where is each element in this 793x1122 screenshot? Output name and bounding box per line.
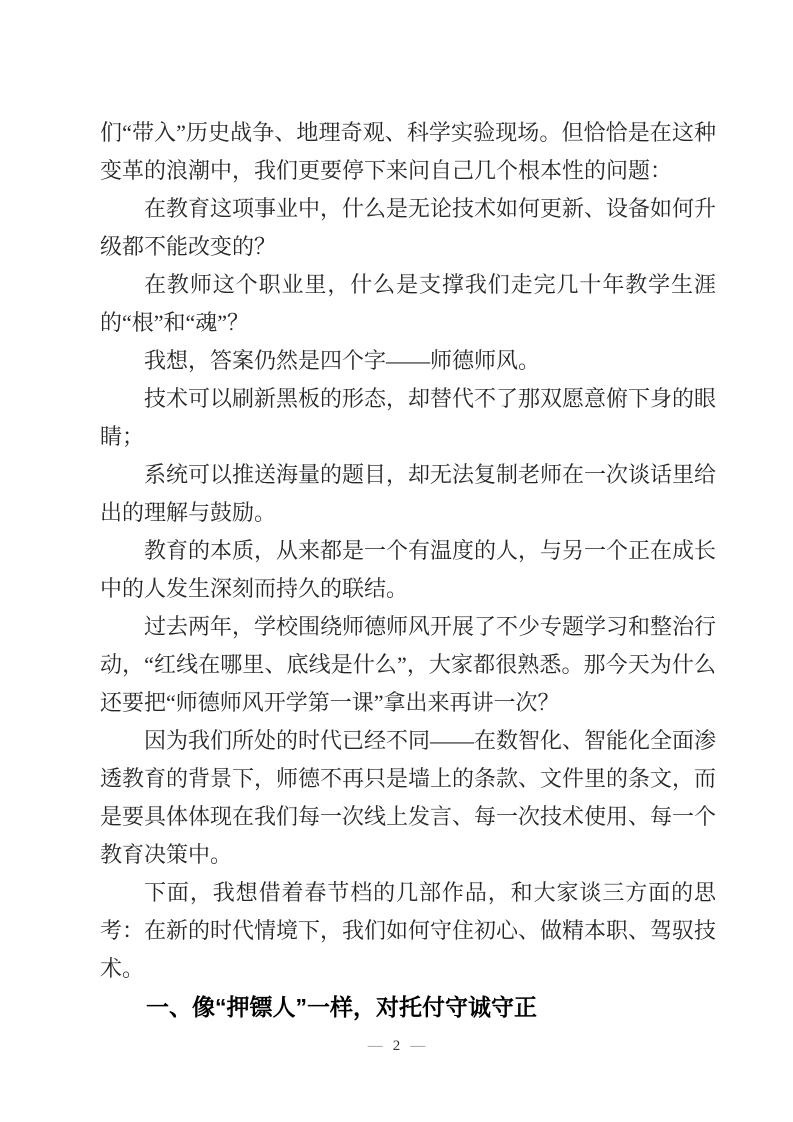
paragraph: 下面，我想借着春节档的几部作品，和大家谈三方面的思考：在新的时代情境下，我们如何守住初心、做精本职、驾驭技术。 bbox=[100, 880, 717, 981]
paragraph-continuation: 们“带入”历史战争、地理奇观、科学实验现场。但恰恰是在这种变革的浪潮中，我们更要停下来问自己几个根本性的问题： bbox=[100, 120, 716, 183]
document-body bbox=[100, 114, 716, 1026]
paragraph: 教育的本质，从来都是一个有温度的人，与另一个正在成长中的人发生深刻而持久的联结。 bbox=[100, 538, 717, 601]
paragraph: 系统可以推送海量的题目，却无法复制老师在一次谈话里给出的理解与鼓励。 bbox=[100, 462, 717, 525]
paragraph: 技术可以刷新黑板的形态，却替代不了那双愿意俯下身的眼睛； bbox=[100, 386, 717, 449]
section-heading: 一、像“押镖人”一样，对托付守诚守正 bbox=[146, 994, 537, 1020]
page-number bbox=[0, 1035, 793, 1057]
paragraph: 在教育这项事业中，什么是无论技术如何更新、设备如何升级都不能改变的？ bbox=[100, 196, 717, 259]
paragraph: 在教师这个职业里，什么是支撑我们走完几十年教学生涯的“根”和“魂”？ bbox=[100, 272, 716, 335]
paragraph: 因为我们所处的时代已经不同——在数智化、智能化全面渗透教育的背景下，师德不再只是墙上的条款、文件里的条文，而是要具体体现在我们每一次线上发言、每一次技术使用、每一个教育决策中。 bbox=[100, 728, 717, 867]
paragraph: 我想，答案仍然是四个字——师德师风。 bbox=[144, 348, 541, 373]
page-number-value: 2 bbox=[392, 1038, 401, 1054]
page-number-dash-left: — bbox=[367, 1038, 383, 1054]
page-number-dash-right: — bbox=[410, 1038, 426, 1054]
paragraph: 过去两年，学校围绕师德师风开展了不少专题学习和整治行动，“红线在哪里、底线是什么”，大家都很熟悉。那今天为什么还要把“师德师风开学第一课”拿出来再讲一次？ bbox=[100, 614, 717, 715]
